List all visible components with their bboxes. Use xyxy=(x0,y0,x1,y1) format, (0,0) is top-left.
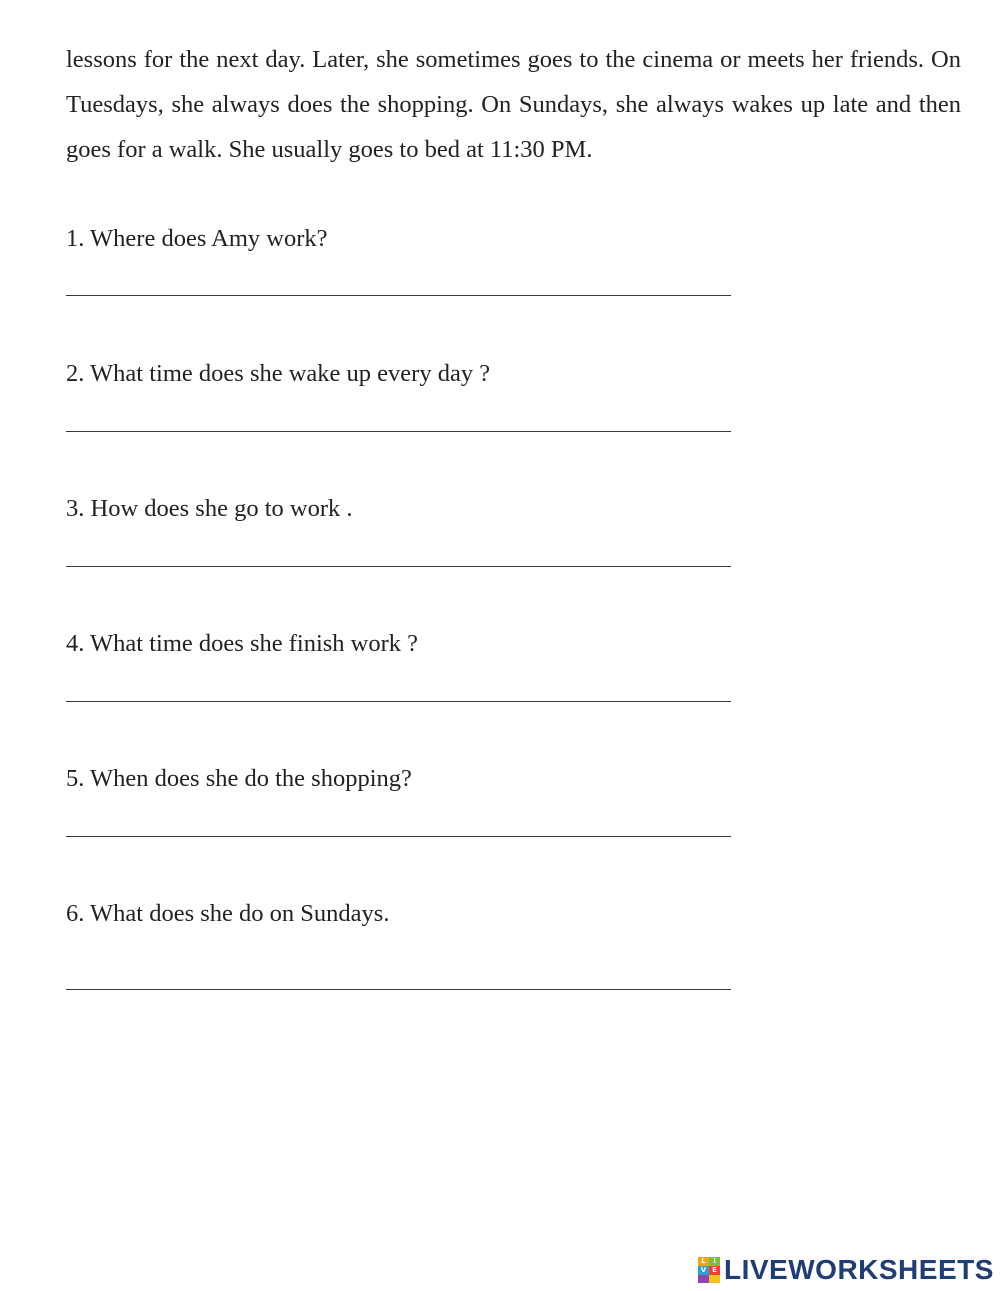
answer-line-1[interactable] xyxy=(66,295,731,296)
liveworksheets-logo xyxy=(698,1254,994,1286)
logo-mark-cell: L xyxy=(698,1257,709,1266)
answer-line-6[interactable] xyxy=(66,989,731,990)
question-6: 6. What does she do on Sundays. xyxy=(66,900,390,927)
logo-mark-cell xyxy=(709,1275,720,1283)
reading-passage: lessons for the next day. Later, she sometimes goes to the cinema or meets her friends. On Tuesdays, she always does the shopping. On Sundays, she always wakes up late and then goes for a walk. She usually goes to bed at 11:30 PM. xyxy=(66,46,961,163)
answer-line-3[interactable] xyxy=(66,566,731,567)
answer-line-4[interactable] xyxy=(66,701,731,702)
logo-text: LIVEWORKSHEETS xyxy=(724,1254,994,1285)
answer-line-5[interactable] xyxy=(66,836,731,837)
question-2: 2. What time does she wake up every day ? xyxy=(66,360,491,387)
logo-mark-cell xyxy=(698,1275,709,1283)
question-4: 4. What time does she finish work ? xyxy=(66,630,419,657)
logo-mark-cell: E xyxy=(709,1266,720,1275)
answer-line-2[interactable] xyxy=(66,431,731,432)
question-5: 5. When does she do the shopping? xyxy=(66,765,412,792)
question-1: 1. Where does Amy work? xyxy=(66,225,328,252)
logo-mark-cell: I xyxy=(709,1257,720,1266)
question-3: 3. How does she go to work . xyxy=(66,495,353,522)
logo-mark-cell: V xyxy=(698,1266,709,1275)
logo-mark-icon xyxy=(698,1257,720,1283)
